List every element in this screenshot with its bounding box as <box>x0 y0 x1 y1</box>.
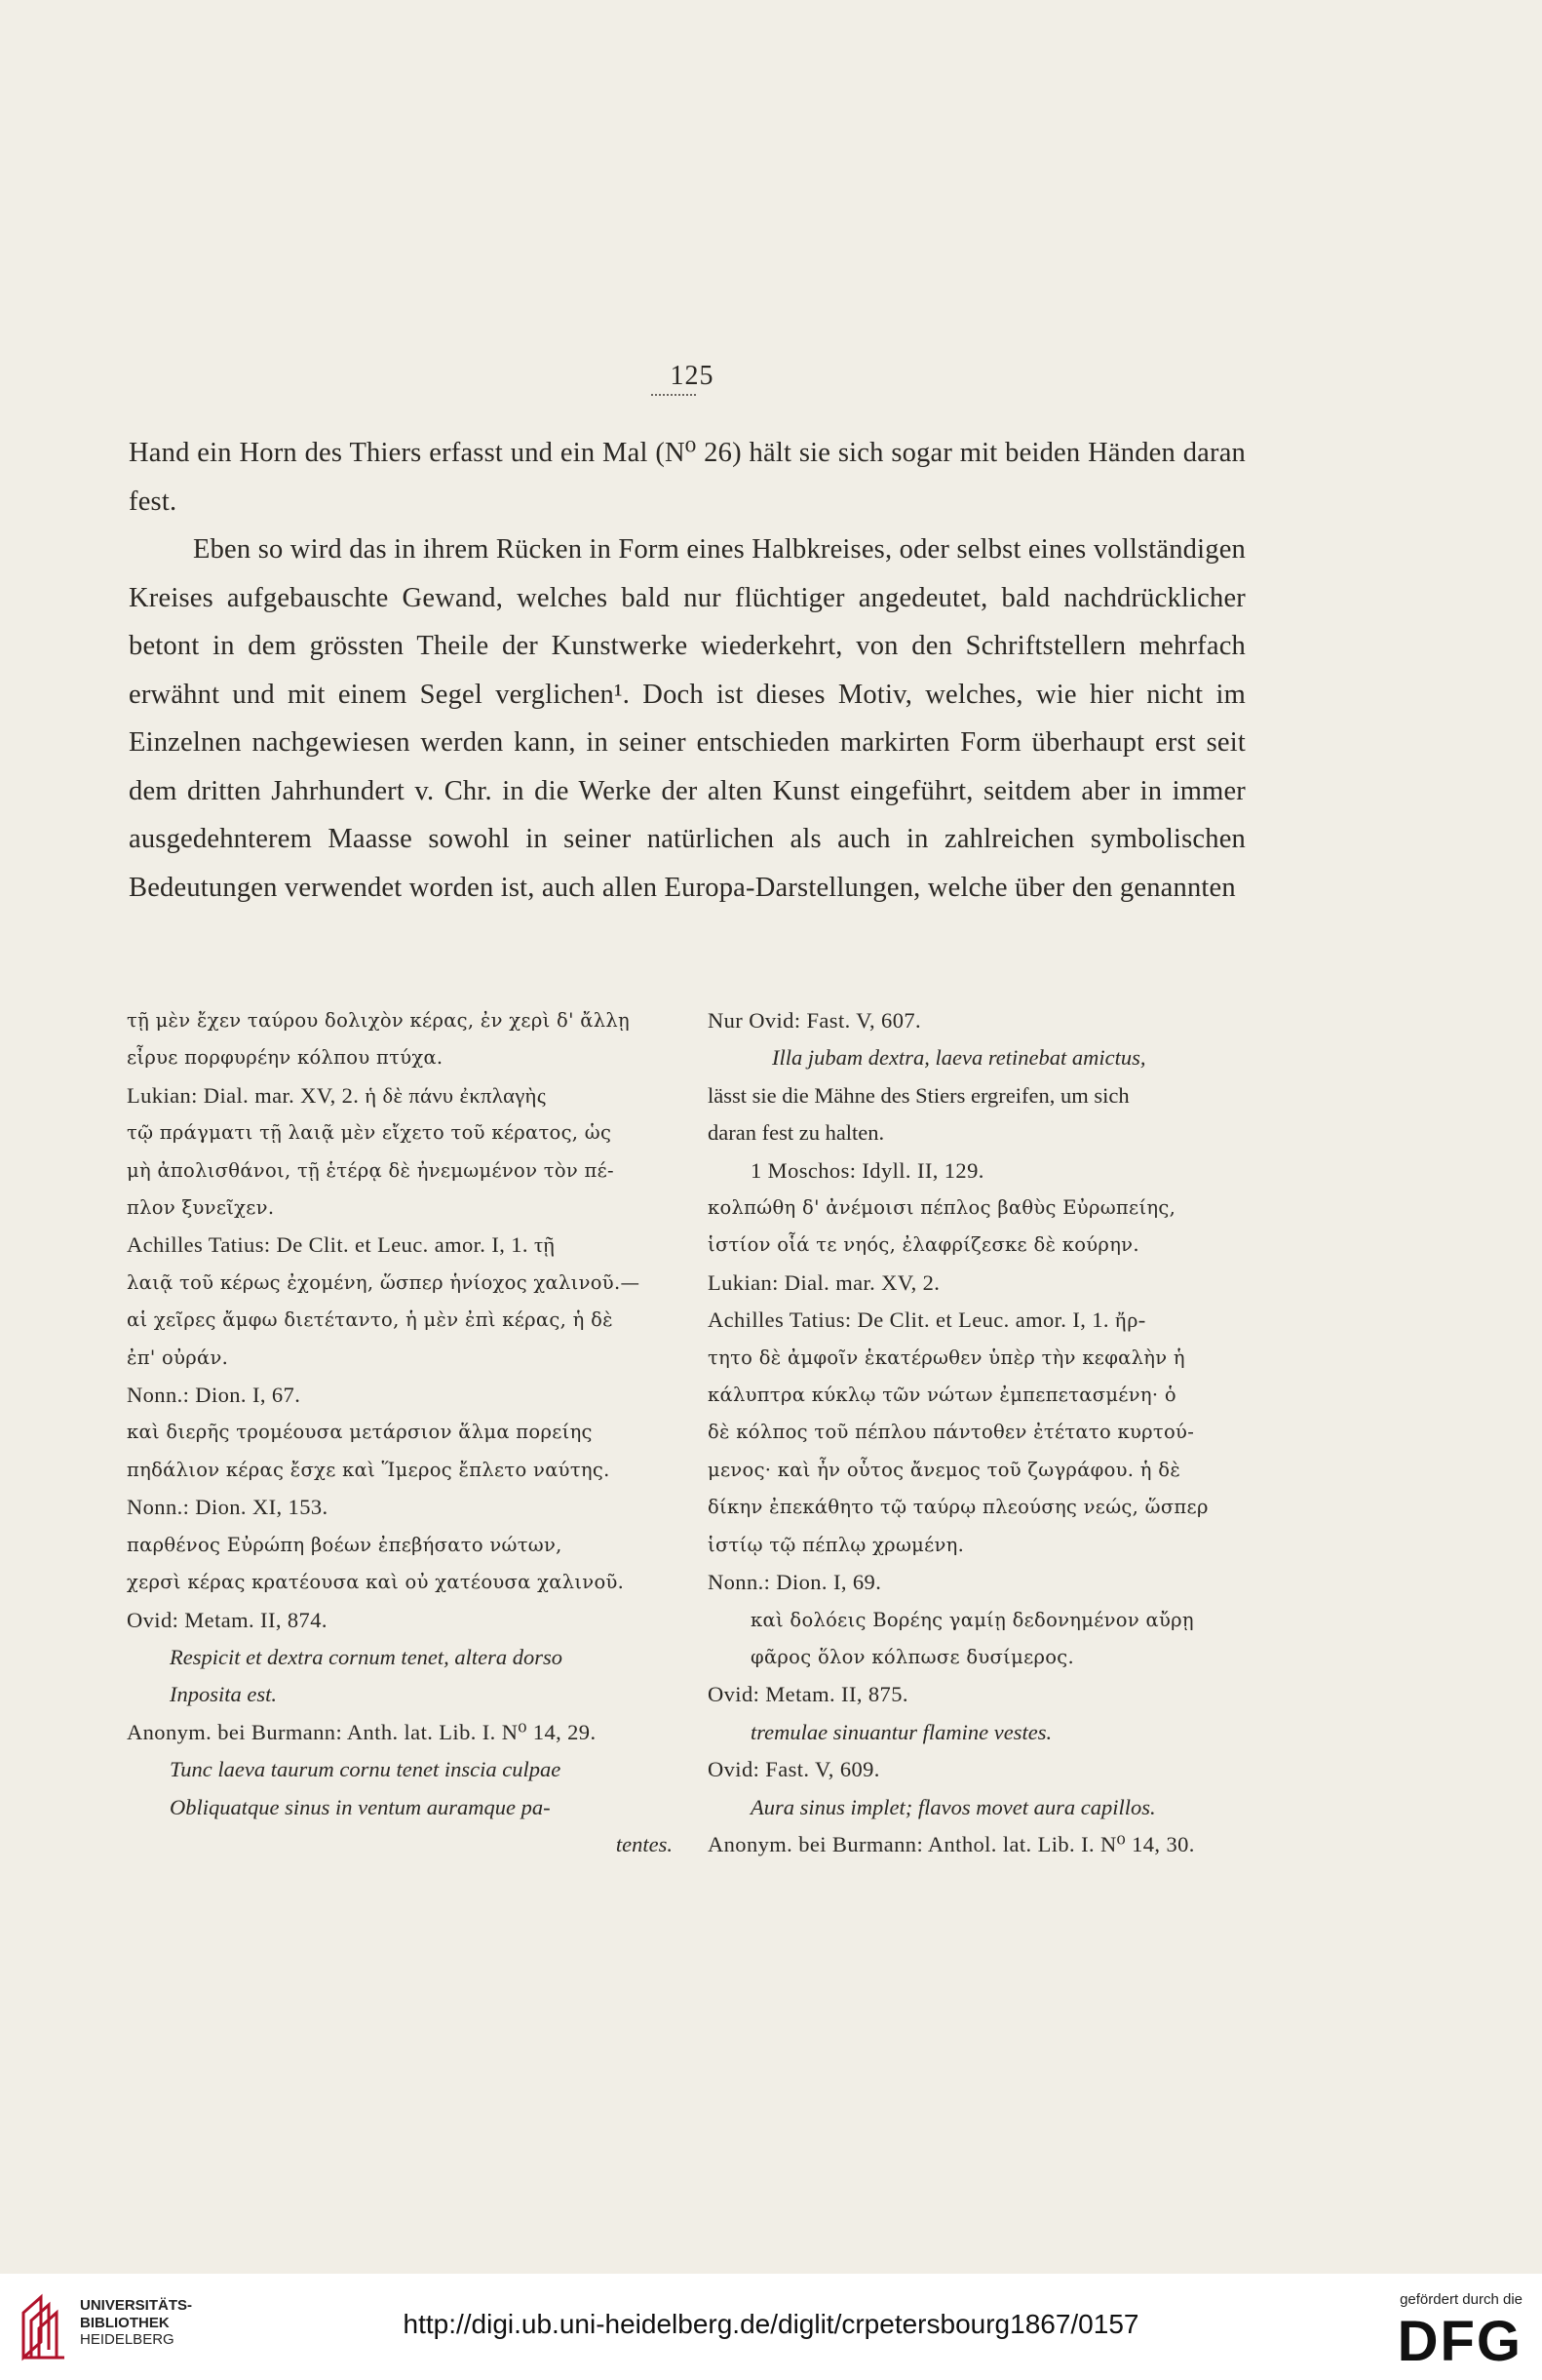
footnote-line: λαιᾷ τοῦ κέρως ἐχομένη, ὥσπερ ἡνίοχος χαλινοῦ.— <box>127 1270 640 1294</box>
library-name-line: BIBLIOTHEK <box>80 2314 170 2331</box>
footnote-line: Anonym. bei Burmann: Anthol. lat. Lib. I. N⁰ 14, 30. <box>708 1831 1195 1856</box>
footnote-line: ἱστίον οἷά τε νηός, ἐλαφρίζεσκε δὲ κούρην. <box>708 1233 1139 1257</box>
footnote-line: Illa jubam dextra, laeva retinebat amictus, <box>772 1045 1146 1071</box>
footnote-line: πηδάλιον κέρας ἔσχε καὶ Ἵμερος ἔπλετο ναύτης. <box>127 1458 610 1481</box>
footnote-line: χερσὶ κέρας κρατέουσα καὶ οὐ χατέουσα χαλινοῦ. <box>127 1571 625 1594</box>
footnote-line: Ovid: Metam. II, 875. <box>708 1682 908 1707</box>
footnote-line: 1 Moschos: Idyll. II, 129. <box>751 1157 984 1183</box>
footnote-line: παρθένος Εὐρώπη βοέων ἐπεβήσατο νώτων, <box>127 1533 562 1556</box>
page-number-ornament <box>651 394 696 396</box>
page-number: 125 <box>670 361 714 391</box>
footnote-line: ἱστίῳ τῷ πέπλῳ χρωμένη. <box>708 1533 965 1556</box>
footnote-line: φᾶρος ὅλον κόλπωσε δυσίμερος. <box>751 1645 1075 1668</box>
footnotes-left-column <box>127 1002 673 1863</box>
footnote-line: Lukian: Dial. mar. XV, 2. <box>708 1269 941 1295</box>
footnote-line: ἐπ' οὐράν. <box>127 1346 229 1369</box>
source-url-link[interactable]: http://digi.ub.uni-heidelberg.de/diglit/crpetersbourg1867/0157 <box>403 2309 1139 2339</box>
footnote-line: Lukian: Dial. mar. XV, 2. ἡ δὲ πάνυ ἐκπλαγὴς <box>127 1082 547 1108</box>
footnote-line: κολπώθη δ' ἀνέμοισι πέπλος βαθὺς Εὐρωπείης, <box>708 1196 1176 1220</box>
footnote-line: δίκην ἐπεκάθητο τῷ ταύρῳ πλεούσης νεώς, ὥσπερ <box>708 1496 1209 1519</box>
footnote-line: μενος· καὶ ἦν οὗτος ἄνεμος τοῦ ζωγράφου. ἡ δὲ <box>708 1458 1181 1481</box>
footnote-line: Anonym. bei Burmann: Anth. lat. Lib. I. N⁰ 14, 29. <box>127 1719 597 1744</box>
footnote-line: Obliquatque sinus in ventum auramque pa- <box>170 1794 551 1819</box>
footnote-line: Respicit et dextra cornum tenet, altera dorso <box>170 1644 563 1669</box>
main-body-text <box>129 429 1246 912</box>
footnote-line: καὶ διερῆς τρομέουσα μετάρσιον ἅλμα πορείης <box>127 1421 593 1444</box>
footnote-line: Ovid: Fast. V, 609. <box>708 1757 880 1782</box>
footnote-line: daran fest zu halten. <box>708 1120 885 1146</box>
footnote-line: κάλυπτρα κύκλῳ τῶν νώτων ἐμπεπετασμένη· ὁ <box>708 1384 1176 1407</box>
footnote-line: Nonn.: Dion. I, 69. <box>708 1570 882 1595</box>
footnote-line: Achilles Tatius: De Clit. et Leuc. amor. I, 1. ἤρ- <box>708 1307 1146 1333</box>
footnote-line: μὴ ἀπολισθάνοι, τῇ ἑτέρᾳ δὲ ἠνεμωμένον τὸν πέ- <box>127 1158 614 1182</box>
footnote-line: tremulae sinuantur flamine vestes. <box>751 1719 1053 1744</box>
footnote-line: αἱ χεῖρες ἄμφω διετέταντο, ἡ μὲν ἐπὶ κέρας, ἡ δὲ <box>127 1308 613 1332</box>
footnote-line: τῇ μὲν ἔχεν ταύρου δολιχὸν κέρας, ἐν χερὶ δ' ἄλλῃ <box>127 1009 631 1032</box>
footnotes-right-column <box>708 1002 1248 1863</box>
body-paragraph: Eben so wird das in ihrem Rücken in Form eines Halbkreises, oder selbst eines vollständigen Kreises aufgebauschte Gewand, welches bald nur flüchtiger angedeutet, bald nachdrücklicher betont in dem grössten Theile der Kunstwerke wiederkehrt, von den Schriftstellern mehrfach erwähnt und mit einem Segel verglichen¹. Doch ist dieses Motiv, welches, wie hier nicht im Einzelnen nachgewiesen werden kann, in seiner entschieden markirten Form überhaupt erst seit dem dritten Jahrhundert v. Chr. in die Werke der alten Kunst eingeführt, seitdem aber in immer ausgedehnterem Maasse sowohl in seiner natürlichen als auch in zahlreichen symbolischen Bedeutungen verwendet worden ist, auch allen Europa-Darstellungen, welche über den genannten <box>129 534 1246 903</box>
footnote-line: δὲ κόλπος τοῦ πέπλου πάντοθεν ἐτέτατο κυρτού- <box>708 1421 1195 1444</box>
footnote-line: tentes. <box>615 1831 673 1856</box>
footnote-line: Nur Ovid: Fast. V, 607. <box>708 1008 922 1033</box>
dfg-logo: DFG <box>1397 2310 1523 2373</box>
footnote-line: τητο δὲ ἀμφοῖν ἑκατέρωθεν ὑπὲρ τὴν κεφαλὴν ἡ <box>708 1346 1185 1369</box>
footnote-line: Nonn.: Dion. I, 67. <box>127 1383 301 1408</box>
library-name-line: HEIDELBERG <box>80 2331 174 2348</box>
footnote-line: Nonn.: Dion. XI, 153. <box>127 1495 328 1520</box>
footnote-line: lässt sie die Mähne des Stiers ergreifen, um sich <box>708 1082 1130 1108</box>
footnote-line: Tunc laeva taurum cornu tenet inscia culpae <box>170 1757 561 1782</box>
footnote-line: τῷ πράγματι τῇ λαιᾷ μὲν εἴχετο τοῦ κέρατος, ὡς <box>127 1121 612 1145</box>
library-name-line: UNIVERSITÄTS- <box>80 2297 193 2314</box>
footnote-line: Inposita est. <box>170 1682 277 1707</box>
footnote-line: Aura sinus implet; flavos movet aura capillos. <box>751 1794 1156 1819</box>
footnote-line: Ovid: Metam. II, 874. <box>127 1607 328 1632</box>
footnote-line: εἶρυε πορφυρέην κόλπου πτύχα. <box>127 1046 443 1070</box>
footnote-line: πλον ξυνεῖχεν. <box>127 1196 275 1220</box>
body-paragraph: Hand ein Horn des Thiers erfasst und ein Mal (N⁰ 26) hält sie sich sogar mit beiden Händen daran fest. <box>129 438 1246 517</box>
funding-caption: gefördert durch die <box>1400 2291 1523 2308</box>
footnote-line: Achilles Tatius: De Clit. et Leuc. amor. I, 1. τῇ <box>127 1232 556 1258</box>
footnote-line: καὶ δολόεις Βορέης γαμίῃ δεδονημένον αὔρῃ <box>751 1608 1194 1631</box>
